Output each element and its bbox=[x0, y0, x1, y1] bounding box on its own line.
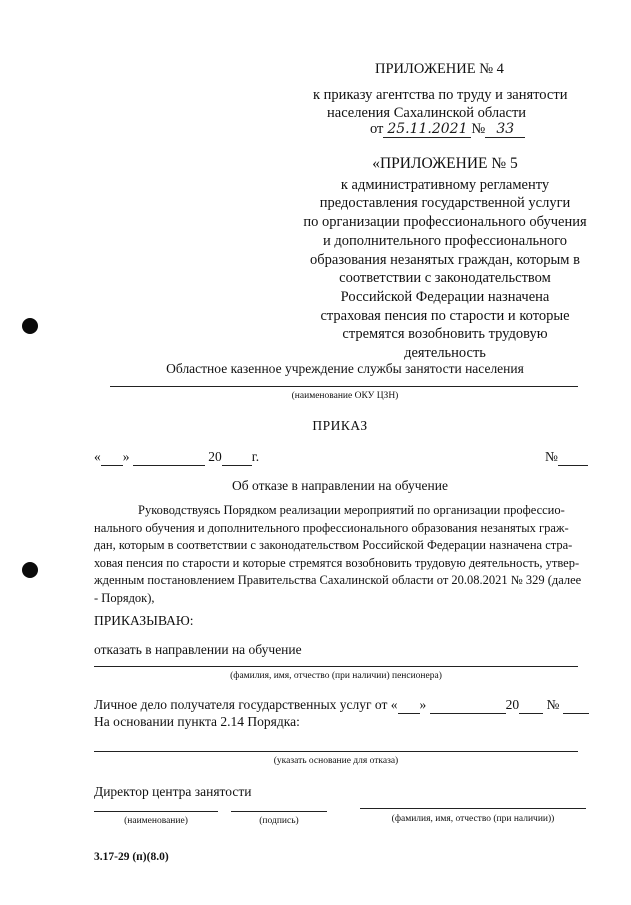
basis-line[interactable] bbox=[94, 751, 578, 752]
appendix-5-line: по организации профессионального обучения bbox=[303, 214, 587, 231]
basis-text: На основании пункта 2.14 Порядка: bbox=[94, 714, 300, 729]
director-signature-line[interactable] bbox=[231, 811, 327, 812]
personal-file-number-sign: № bbox=[546, 697, 560, 712]
personal-file-year-prefix: 20 bbox=[505, 697, 520, 712]
day-blank[interactable] bbox=[101, 449, 123, 466]
body-line: жденным постановлением Правительства Сахалинской области от 20.08.2021 № 329 (далее bbox=[94, 573, 582, 587]
body-line: Руководствуясь Порядком реализации мероприятий по организации профессио- bbox=[138, 503, 565, 517]
number-sign: № bbox=[471, 121, 486, 137]
order-date-row bbox=[94, 449, 259, 466]
appendix-4-title: ПРИЛОЖЕНИЕ № 4 bbox=[375, 61, 504, 77]
appendix-5-line: страховая пенсия по старости и которые bbox=[320, 307, 570, 324]
org-caption: (наименование ОКУ ЦЗН) bbox=[291, 391, 399, 401]
punch-hole-top bbox=[22, 318, 38, 334]
appendix-5-line: деятельность bbox=[404, 345, 486, 362]
director-name-line[interactable] bbox=[94, 811, 218, 812]
appendix-5-line: стремятся возобновить трудовую bbox=[342, 326, 548, 343]
order-number-sign: № bbox=[545, 449, 558, 464]
date-open-quote: « bbox=[94, 449, 101, 464]
personal-file-close-quote: » bbox=[419, 697, 427, 712]
appendix-4-subtitle-1: к приказу агентства по труду и занятости bbox=[313, 87, 568, 103]
personal-file-prefix: Личное дело получателя государственных услуг от « bbox=[94, 697, 398, 712]
director-fio-line[interactable] bbox=[360, 808, 586, 809]
fio-caption: (фамилия, имя, отчество (при наличии) пенсионера) bbox=[230, 671, 442, 681]
personal-file-day-blank[interactable] bbox=[398, 697, 420, 714]
handwritten-number: 33 bbox=[485, 121, 525, 138]
personal-file-row bbox=[94, 697, 589, 714]
appendix-5-line: соответствии с законодательством bbox=[339, 270, 551, 287]
org-name-underline bbox=[110, 386, 578, 387]
year-suffix: г. bbox=[251, 449, 260, 464]
year-blank[interactable] bbox=[222, 449, 252, 466]
appendix-5-line: Российской Федерации назначена bbox=[340, 288, 550, 305]
appendix-5-line: образования незанятых граждан, которым в bbox=[310, 251, 580, 268]
form-code: 3.17-29 (п)(8.0) bbox=[94, 851, 169, 863]
month-blank[interactable] bbox=[133, 449, 205, 466]
handwritten-date: 25.11.2021 bbox=[383, 121, 471, 138]
order-subject: Об отказе в направлении на обучение bbox=[232, 478, 448, 493]
body-line: нального обучения и дополнительного профессионального образования незанятых граж- bbox=[94, 520, 569, 535]
refuse-text: отказать в направлении на обучение bbox=[94, 642, 302, 657]
org-name: Областное казенное учреждение службы занятости населения bbox=[166, 361, 524, 376]
order-title: ПРИКАЗ bbox=[312, 418, 368, 433]
director-fio-caption: (фамилия, имя, отчество (при наличии)) bbox=[391, 814, 555, 824]
body-line: - Порядок), bbox=[94, 590, 155, 605]
appendix-5-line: предоставления государственной услуги bbox=[319, 195, 571, 212]
appendix-4-date-row bbox=[370, 121, 525, 138]
date-close-quote: » bbox=[122, 449, 130, 464]
appendix-5-block bbox=[290, 155, 600, 363]
appendix-5-title: «ПРИЛОЖЕНИЕ № 5 bbox=[372, 155, 518, 172]
appendix-5-line: к административному регламенту bbox=[340, 176, 550, 193]
body-line: ховая пенсия по старости и которые стремятся возобновить трудовую деятельность, утвер- bbox=[94, 555, 580, 570]
decree-label: ПРИКАЗЫВАЮ: bbox=[94, 613, 194, 628]
order-number-row bbox=[545, 449, 588, 466]
director-label: Директор центра занятости bbox=[94, 784, 252, 799]
year-prefix: 20 bbox=[208, 449, 222, 464]
director-signature-caption: (подпись) bbox=[259, 816, 299, 826]
order-body bbox=[94, 502, 606, 607]
director-name-caption: (наименование) bbox=[124, 816, 188, 826]
date-prefix: от bbox=[370, 121, 384, 137]
appendix-4-subtitle-2: населения Сахалинской области bbox=[327, 105, 527, 121]
personal-file-year-blank[interactable] bbox=[519, 697, 543, 714]
basis-caption: (указать основание для отказа) bbox=[273, 756, 399, 766]
body-line: дан, которым в соответствии с законодательством Российской Федерации назначена стра- bbox=[94, 538, 573, 552]
appendix-5-line: и дополнительного профессионального bbox=[322, 232, 568, 249]
personal-file-month-blank[interactable] bbox=[430, 697, 506, 714]
order-number-blank[interactable] bbox=[558, 449, 588, 466]
punch-hole-bottom bbox=[22, 562, 38, 578]
personal-file-number-blank[interactable] bbox=[563, 697, 589, 714]
fio-line[interactable] bbox=[94, 666, 578, 667]
